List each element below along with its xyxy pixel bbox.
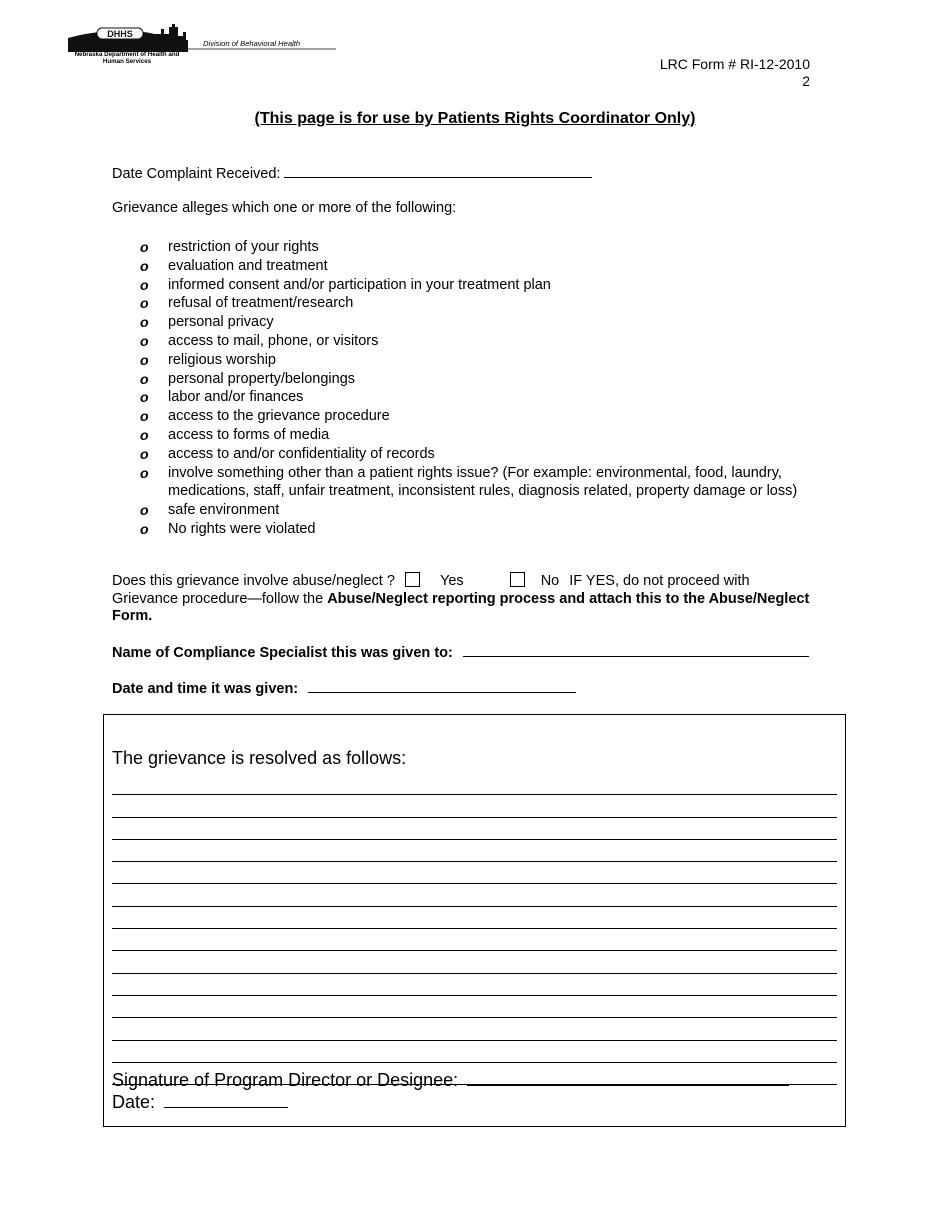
allegation-text: personal privacy <box>168 314 274 331</box>
allegation-item <box>112 520 842 539</box>
allegation-item <box>112 332 842 351</box>
bullet-icon: o <box>140 314 149 331</box>
bullet-icon: o <box>140 408 149 425</box>
allegation-item <box>112 257 842 276</box>
signature-label: Signature of Program Director or Designee: <box>112 1070 459 1090</box>
bullet-icon: o <box>140 239 149 255</box>
compliance-row <box>112 643 809 661</box>
date-received-row <box>112 164 592 182</box>
abuse-instruction: IF YES, do not proceed with Grievance procedure—follow the <box>112 573 750 607</box>
allegation-text: access to and/or confidentiality of records <box>168 445 435 462</box>
allegation-text: safe environment <box>168 502 280 519</box>
abuse-yes-checkbox[interactable] <box>405 572 420 587</box>
bullet-icon: o <box>140 257 149 274</box>
date-time-field[interactable] <box>308 679 576 693</box>
page-number: 2 <box>802 73 810 89</box>
bullet-icon: o <box>140 445 149 462</box>
resolution-date-field[interactable] <box>164 1092 288 1108</box>
allegation-item <box>112 370 842 389</box>
date-time-label: Date and time it was given: <box>112 681 299 697</box>
allegation-item <box>112 407 842 426</box>
allegation-item <box>112 313 842 332</box>
logo-department: Nebraska Department of Health and Human Services <box>74 51 180 65</box>
logo-division: Division of Behavioral Health <box>203 39 301 48</box>
bullet-icon: o <box>140 389 149 406</box>
allegation-text: religious worship <box>168 351 276 368</box>
bullet-icon: o <box>140 276 149 293</box>
bullet-icon: o <box>140 295 149 312</box>
page-title: (This page is for use by Patients Rights Coordinator Only) <box>254 110 696 127</box>
bullet-icon: o <box>140 351 149 368</box>
date-received-field[interactable] <box>284 164 592 178</box>
form-number-block <box>660 56 810 90</box>
allegation-text: access to mail, phone, or visitors <box>168 332 379 349</box>
abuse-question-block <box>112 572 812 626</box>
form-number: LRC Form # RI-12-2010 <box>659 56 810 72</box>
allegation-item <box>112 445 842 464</box>
allegation-text: personal property/belongings <box>168 370 356 387</box>
resolution-box <box>103 714 846 1127</box>
grievance-intro: Grievance alleges which one or more of the following: <box>112 200 457 216</box>
compliance-field[interactable] <box>463 643 809 657</box>
allegation-item <box>112 464 842 502</box>
allegation-text: evaluation and treatment <box>168 257 328 274</box>
allegation-text: access to forms of media <box>168 426 330 443</box>
abuse-instruction-bold: Abuse/Neglect reporting process and attach this to the Abuse/Neglect Form. <box>112 590 810 624</box>
date-time-row <box>112 679 576 697</box>
allegation-item <box>112 294 842 313</box>
allegation-text: No rights were violated <box>168 520 316 537</box>
allegation-text: informed consent and/or participation in your treatment plan <box>168 276 551 293</box>
bullet-icon: o <box>140 370 149 387</box>
dhhs-logo <box>66 24 338 64</box>
signature-field[interactable] <box>467 1070 789 1086</box>
allegation-text: restriction of your rights <box>168 239 319 255</box>
allegation-item <box>112 238 842 257</box>
logo-text: DHHS <box>107 29 133 39</box>
bullet-icon: o <box>140 426 149 443</box>
abuse-no-checkbox[interactable] <box>510 572 525 587</box>
allegation-text: access to the grievance procedure <box>168 408 390 425</box>
allegation-item <box>112 388 842 407</box>
allegation-item <box>112 426 842 445</box>
abuse-no-label: No <box>540 573 560 589</box>
allegation-item <box>112 351 842 370</box>
bullet-icon: o <box>140 332 149 349</box>
allegation-text: involve something other than a patient rights issue? (For example: environmental, food, laundry, medications, staff, unfair treatment, inconsistent rules, diagnosis related, property damage or loss) <box>168 464 798 500</box>
allegation-list <box>112 238 842 539</box>
allegation-item <box>112 501 842 520</box>
allegation-text: labor and/or finances <box>168 389 304 406</box>
bullet-icon: o <box>140 502 149 519</box>
signature-row <box>112 1070 789 1091</box>
allegation-text: refusal of treatment/research <box>168 295 354 312</box>
date-received-label: Date Complaint Received: <box>112 166 281 182</box>
resolution-heading: The grievance is resolved as follows: <box>112 748 407 768</box>
allegation-item <box>112 276 842 295</box>
resolution-date-label: Date: <box>112 1092 156 1112</box>
abuse-question: Does this grievance involve abuse/neglect ? <box>112 573 395 589</box>
bullet-icon: o <box>140 464 149 481</box>
resolution-lines[interactable] <box>112 773 837 1085</box>
bullet-icon: o <box>140 520 149 537</box>
abuse-yes-label: Yes <box>439 573 464 589</box>
resolution-date-row <box>112 1092 288 1113</box>
compliance-label: Name of Compliance Specialist this was given to: <box>112 645 453 661</box>
